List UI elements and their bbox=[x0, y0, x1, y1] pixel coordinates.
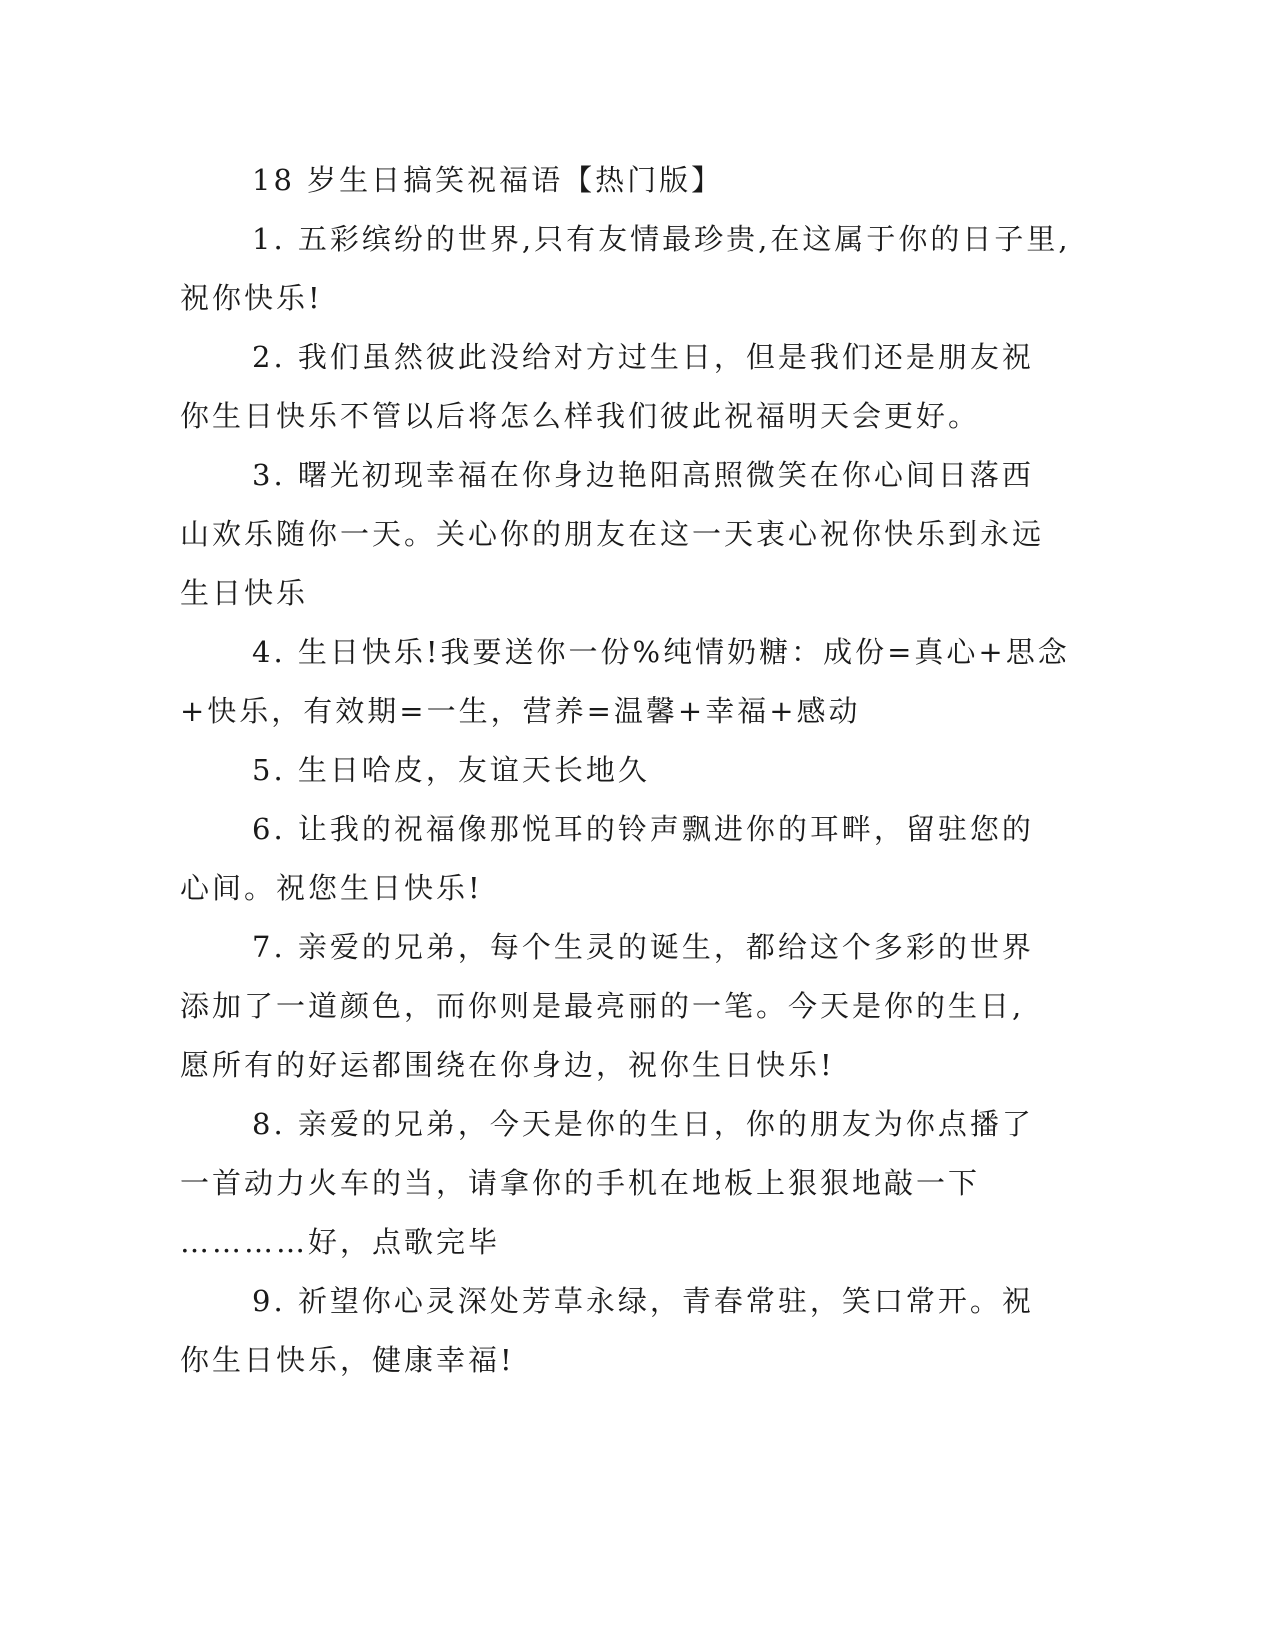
document-title: 18 岁生日搞笑祝福语【热门版】 bbox=[252, 163, 724, 197]
paragraph-line: 心间。祝您生日快乐! bbox=[180, 871, 483, 905]
paragraph-line: 愿所有的好运都围绕在你身边，祝你生日快乐! bbox=[180, 1048, 835, 1082]
paragraph-line: 添加了一道颜色，而你则是最亮丽的一笔。今天是你的生日, bbox=[180, 989, 1025, 1023]
paragraph-line: 你生日快乐，健康幸福! bbox=[180, 1343, 515, 1377]
paragraph-line: 4. 生日快乐!我要送你一份%纯情奶糖：成份=真心+思念 bbox=[252, 635, 1070, 669]
paragraph-line: 2. 我们虽然彼此没给对方过生日，但是我们还是朋友祝 bbox=[252, 340, 1034, 374]
paragraph-line: 1. 五彩缤纷的世界,只有友情最珍贵,在这属于你的日子里, bbox=[252, 222, 1071, 256]
paragraph-line: 9. 祈望你心灵深处芳草永绿，青春常驻，笑口常开。祝 bbox=[252, 1284, 1034, 1318]
paragraph-line: 7. 亲爱的兄弟，每个生灵的诞生，都给这个多彩的世界 bbox=[252, 930, 1034, 964]
paragraph-line: 8. 亲爱的兄弟，今天是你的生日，你的朋友为你点播了 bbox=[252, 1107, 1034, 1141]
paragraph-line: 3. 曙光初现幸福在你身边艳阳高照微笑在你心间日落西 bbox=[252, 458, 1034, 492]
paragraph-line: 6. 让我的祝福像那悦耳的铃声飘进你的耳畔，留驻您的 bbox=[252, 812, 1034, 846]
paragraph-line: 一首动力火车的当，请拿你的手机在地板上狠狠地敲一下 bbox=[180, 1166, 981, 1200]
paragraph-line: +快乐，有效期=一生，营养=温馨+幸福+感动 bbox=[180, 694, 861, 728]
paragraph-line: 生日快乐 bbox=[180, 576, 309, 610]
paragraph-line: …………好，点歌完毕 bbox=[180, 1225, 501, 1259]
paragraph-line: 山欢乐随你一天。关心你的朋友在这一天衷心祝你快乐到永远 bbox=[180, 517, 1045, 551]
paragraph-line: 5. 生日哈皮，友谊天长地久 bbox=[252, 753, 650, 787]
paragraph-line: 祝你快乐! bbox=[180, 281, 323, 315]
paragraph-line: 你生日快乐不管以后将怎么样我们彼此祝福明天会更好。 bbox=[180, 399, 981, 433]
